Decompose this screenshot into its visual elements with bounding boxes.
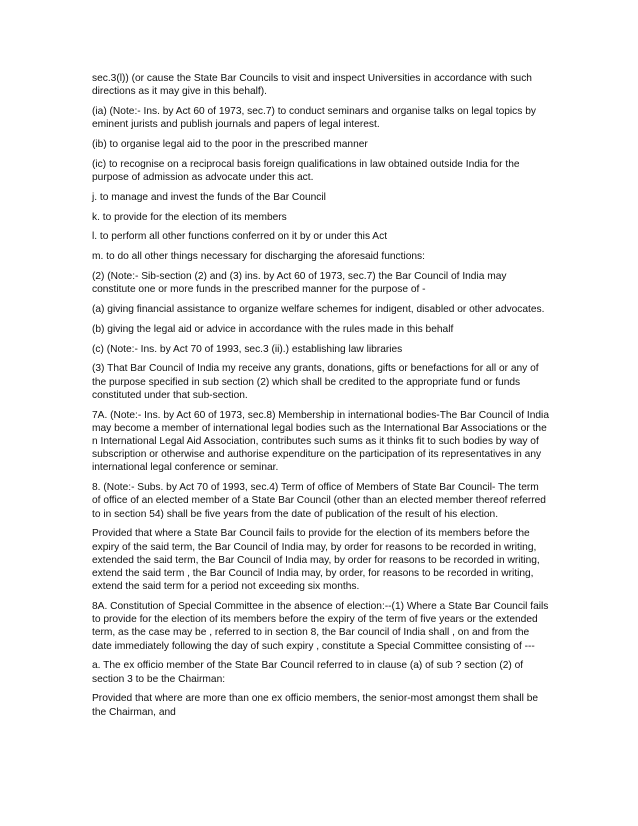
paragraph-ib-legal-aid: (ib) to organise legal aid to the poor in the prescribed manner xyxy=(92,139,368,150)
paragraph-ic-foreign-qualifications: (ic) to recognise on a reciprocal basis foreign qualifications in law obtained outside India for the purpose of admission as advocate under this act. xyxy=(92,158,520,183)
paragraph-l-other-functions: l. to perform all other functions conferred on it by or under this Act xyxy=(92,231,388,243)
paragraph-proviso-extension: Provided that where a State Bar Council fails to provide for the election of its members before the expiry of the said term, the Bar Council of India may, by order for reasons to be recorded in writing, extended the said term, the Bar Council of India may, by order for reasons to be recorded in writing, extend the said term , the Bar Council of India may, by order, for reasons to be recorded in writing, extend the said term for a period not exceeding six months. xyxy=(92,528,540,593)
paragraph-sec3-inspect-universities: sec.3(l)) (or cause the State Bar Councils to visit and inspect Universities in accordance with such directions as it may give in this behalf). xyxy=(92,73,532,98)
paragraph-ia-seminars: (ia) (Note:- Ins. by Act 60 of 1973, sec.7) to conduct seminars and organise talks on legal topics by eminent jurists and publish journals and papers of legal interest. xyxy=(92,106,536,131)
paragraph-8a-special-committee: 8A. Constitution of Special Committee in the absence of election:--(1) Where a State Bar Council fails to provide for the election of its members before the expiry of the term of five years or the extended term, as the case may be , referred to in section 8, the Bar council of India shall , on and from the date immediately following the day of such expiry , constitute a Special Committee consisting of --- xyxy=(92,601,549,652)
paragraph-7a-international-bodies: 7A. (Note:- Ins. by Act 60 of 1973, sec.8) Membership in international bodies-The Bar Council of India may become a member of international legal bodies such as the International Bar Associations or the n International Legal Aid Association, contributes such sums as it thinks fit to such bodies by way of subscription or otherwise and authorise expenditure on the participation of its representatives in any international legal conference or seminar. xyxy=(92,409,549,474)
paragraph-k-election: k. to provide for the election of its members xyxy=(92,211,287,223)
paragraph-3-grants: (3) That Bar Council of India my receive any grants, donations, gifts or benefactions for all or any of the purpose specified in sub section (2) which shall be credited to the appropriate fund or funds constituted under that sub-section. xyxy=(92,363,539,401)
paragraph-a-ex-officio-chairman: a. The ex officio member of the State Bar Council referred to in clause (a) of sub ? section (2) of section 3 to be the Chairman: xyxy=(92,660,524,685)
paragraph-m-necessary-things: m. to do all other things necessary for discharging the aforesaid functions: xyxy=(92,251,425,263)
paragraph-c-law-libraries: (c) (Note:- Ins. by Act 70 of 1993, sec.3 (ii).) establishing law libraries xyxy=(92,343,403,355)
paragraph-proviso-senior-most: Provided that where are more than one ex officio members, the senior-most amongst them shall be the Chairman, and xyxy=(92,693,539,718)
paragraph-2-funds: (2) (Note:- Sib-section (2) and (3) ins. by Act 60 of 1973, sec.7) the Bar Council of India may constitute one or more funds in the prescribed manner for the purpose of - xyxy=(92,270,507,296)
document-page xyxy=(92,72,550,725)
paragraph-a-financial-assistance: (a) giving financial assistance to organize welfare schemes for indigent, disabled or other advocates. xyxy=(92,303,545,315)
paragraph-b-legal-aid-advice: (b) giving the legal aid or advice in accordance with the rules made in this behalf xyxy=(92,323,454,335)
paragraph-8-term-of-office: 8. (Note:- Subs. by Act 70 of 1993, sec.4) Term of office of Members of State Bar Council- The term of office of an elected member of a State Bar Council (other than an elected member thereof referred to in section 54) shall be five years from the date of publication of the result of his election. xyxy=(92,482,546,520)
paragraph-j-manage-funds: j. to manage and invest the funds of the Bar Council xyxy=(92,191,326,203)
